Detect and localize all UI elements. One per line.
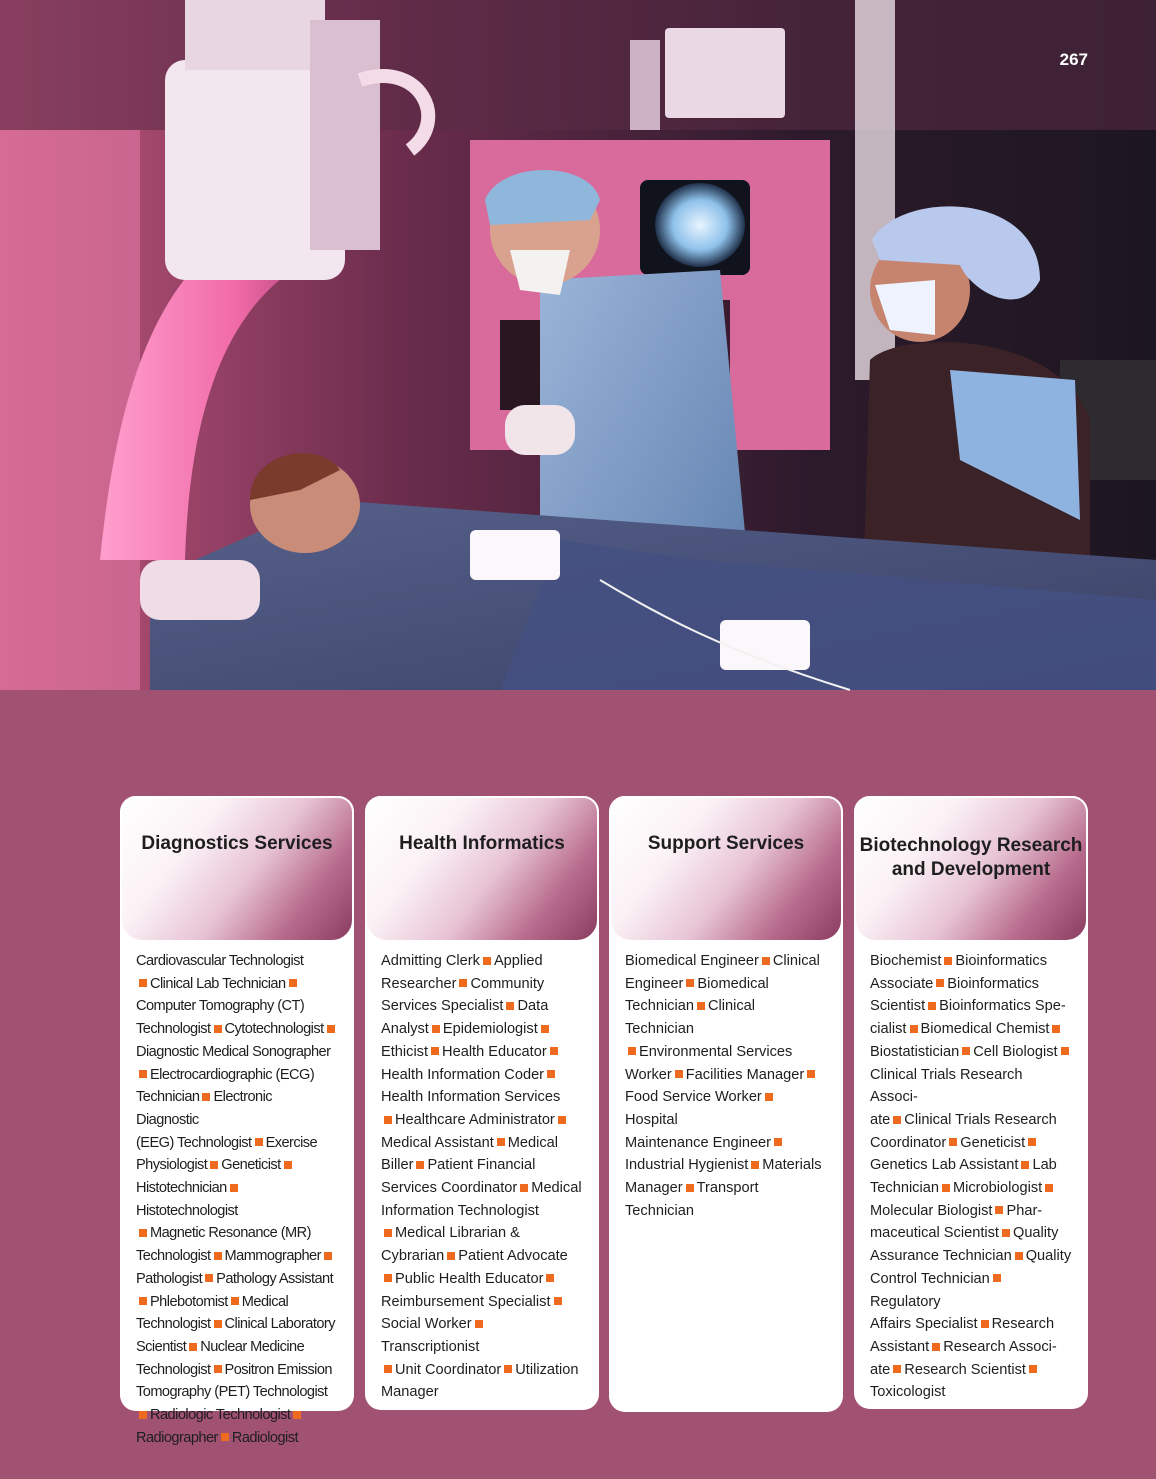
career-line: Biller Patient Financial [381,1157,536,1174]
career-line: Radiologic Technologist [136,1404,338,1427]
bullet-icon [384,1274,392,1282]
bullet-icon [459,979,467,987]
card-support-services [609,796,843,1412]
bullet-icon [139,1411,147,1419]
career-line: Affairs Specialist Research [870,1316,1055,1333]
bullet-icon [1061,1047,1069,1055]
bullet-icon [189,1343,197,1351]
career-line: Cardiovascular Technologist [136,953,304,969]
bullet-icon [214,1320,222,1328]
bullet-icon [995,1206,1003,1214]
career-line: Radiographer Radiologist [136,1429,298,1446]
bullet-icon [932,1343,940,1351]
career-line: Technologist Cytotechnologist [136,1018,338,1041]
career-line: (EEG) Technologist Exercise [136,1134,318,1151]
career-line: Admitting Clerk Applied [381,953,543,969]
career-line: Technician Microbiologist [870,1177,1072,1200]
career-line: Services Specialist Data [381,998,549,1015]
career-line: Engineer Biomedical [625,975,769,992]
bullet-icon [1021,1161,1029,1169]
bullet-icon [504,1365,512,1373]
career-line: Food Service WorkerHospital [625,1086,827,1131]
bullet-icon [944,957,952,965]
career-line: Pathologist Pathology Assistant [136,1270,334,1287]
photo-illustration [0,0,1156,690]
career-line: Biomedical Engineer Clinical [625,953,820,969]
card-title-line: Biotechnology Research [859,835,1083,856]
career-line: Worker Facilities Manager [625,1064,827,1087]
bullet-icon [554,1297,562,1305]
bullet-icon [949,1138,957,1146]
card-title [854,796,1088,942]
career-line: Manager [381,1384,439,1401]
bullet-icon [910,1025,918,1033]
card-career-list [365,942,599,1418]
bullet-icon [936,979,944,987]
career-line: Scientist Nuclear Medicine [136,1338,305,1355]
career-line: Technician Clinical Technician [625,998,756,1038]
career-line: Ethicist Health Educator [381,1041,583,1064]
bullet-icon [202,1093,210,1101]
career-line: Social WorkerTranscriptionist [381,1313,583,1358]
career-line: Magnetic Resonance (MR) [136,1222,338,1245]
career-line: Assurance Technician Quality [870,1248,1072,1265]
career-line: Tomography (PET) Technologist [136,1384,328,1401]
career-line: Cybrarian Patient Advocate [381,1248,568,1265]
career-line: Information Technologist [381,1202,539,1219]
card-title: Diagnostics Services [120,796,354,942]
career-line: ate Research Scientist [870,1359,1072,1382]
bullet-icon [550,1047,558,1055]
bullet-icon [214,1025,222,1033]
card-title: Health Informatics [365,796,599,942]
career-line: Services Coordinator Medical [381,1180,582,1197]
bullet-icon [942,1184,950,1192]
card-career-list [609,942,843,1236]
bullet-icon [962,1047,970,1055]
bullet-icon [221,1433,229,1441]
bullet-icon [293,1411,301,1419]
bullet-icon [497,1138,505,1146]
bullet-icon [541,1025,549,1033]
career-line: Manager Transport Technician [625,1180,759,1219]
bullet-icon [697,1002,705,1010]
career-line: Analyst Epidemiologist [381,1018,583,1041]
bullet-icon [546,1274,554,1282]
career-line: Technologist Mammographer [136,1245,338,1268]
bullet-icon [431,1047,439,1055]
career-line: Phlebotomist Medical [136,1291,338,1314]
page-number: 267 [1059,50,1088,69]
career-line: cialist Biomedical Chemist [870,1018,1072,1041]
career-line: Technologist Positron Emission [136,1361,332,1378]
career-line: Maintenance Engineer [625,1132,827,1155]
career-line: Biochemist Bioinformatics [870,953,1048,969]
bullet-icon [384,1229,392,1237]
career-line: maceutical Scientist Quality [870,1225,1059,1242]
bullet-icon [284,1161,292,1169]
card-biotechnology-research [854,796,1088,1409]
bullet-icon [1045,1184,1053,1192]
career-line: Control TechnicianRegulatory [870,1268,1072,1313]
card-health-informatics [365,796,599,1410]
bullet-icon [993,1274,1001,1282]
bullet-icon [751,1161,759,1169]
bullet-icon [139,1297,147,1305]
career-line: HistotechnicianHistotechnologist [136,1180,238,1219]
career-line: Toxicologist [870,1384,946,1401]
career-line: Diagnostic Medical Sonographer [136,1043,331,1060]
career-line: Technician Electronic Diagnostic [136,1089,273,1128]
career-line: Clinical Trials Research Associ- [870,1066,1023,1106]
bullet-icon [686,979,694,987]
bullet-icon [807,1070,815,1078]
bullet-icon [327,1025,335,1033]
career-line: Assistant Research Associ- [870,1338,1057,1355]
career-line: Scientist Bioinformatics Spe- [870,998,1066,1015]
bullet-icon [210,1161,218,1169]
career-line: Molecular Biologist Phar- [870,1202,1043,1219]
bullet-icon [205,1274,213,1282]
bullet-icon [139,1070,147,1078]
bullet-icon [432,1025,440,1033]
career-line: Genetics Lab Assistant Lab [870,1157,1057,1174]
career-line: Healthcare Administrator [381,1109,583,1132]
career-line: Electrocardiographic (ECG) [136,1064,338,1087]
bullet-icon [558,1116,566,1124]
card-title-line: and Development [891,859,1051,880]
bullet-icon [447,1252,455,1260]
bullet-icon [765,1093,773,1101]
card-title: Support Services [609,796,843,942]
career-line: Coordinator Geneticist [870,1132,1072,1155]
career-line: Health Information Services [381,1089,561,1106]
bullet-icon [231,1297,239,1305]
career-line: Researcher Community [381,975,545,992]
bullet-icon [520,1184,528,1192]
bullet-icon [384,1365,392,1373]
career-line: ate Clinical Trials Research [870,1111,1057,1128]
bullet-icon [139,979,147,987]
career-line: Public Health Educator [381,1268,583,1291]
bullet-icon [506,1002,514,1010]
bullet-icon [547,1070,555,1078]
bullet-icon [893,1365,901,1373]
bullet-icon [214,1365,222,1373]
bullet-icon [928,1002,936,1010]
bullet-icon [686,1184,694,1192]
bullet-icon [1052,1025,1060,1033]
bullet-icon [628,1047,636,1055]
card-career-list [854,942,1088,1418]
bullet-icon [774,1138,782,1146]
career-line: Associate Bioinformatics [870,975,1039,992]
bullet-icon [230,1184,238,1192]
career-line: Health Information Coder [381,1064,583,1087]
bullet-icon [475,1320,483,1328]
bullet-icon [289,979,297,987]
career-line: Unit Coordinator Utilization [381,1359,583,1382]
bullet-icon [1028,1138,1036,1146]
bullet-icon [981,1320,989,1328]
bullet-icon [416,1161,424,1169]
card-career-list [120,942,354,1463]
bullet-icon [255,1138,263,1146]
bullet-icon [1002,1229,1010,1237]
radiology-procedure-photo [0,0,1156,690]
bullet-icon [139,1229,147,1237]
bullet-icon [1015,1252,1023,1260]
bullet-icon [893,1116,901,1124]
bullet-icon [214,1252,222,1260]
career-line: Environmental Services [625,1041,827,1064]
card-diagnostics-services [120,796,354,1446]
bullet-icon [762,957,770,965]
career-line: Technologist Clinical Laboratory [136,1316,335,1333]
career-line: Medical Assistant Medical [381,1134,559,1151]
career-line: Computer Tomography (CT) [136,998,305,1015]
bullet-icon [675,1070,683,1078]
career-line: Medical Librarian & [381,1222,583,1245]
career-line: Physiologist Geneticist [136,1154,338,1177]
career-line: Biostatistician Cell Biologist [870,1041,1072,1064]
career-line: Industrial Hygienist Materials [625,1157,822,1174]
bullet-icon [1029,1365,1037,1373]
bullet-icon [324,1252,332,1260]
bullet-icon [483,957,491,965]
career-line: Reimbursement Specialist [381,1291,583,1314]
career-line: Clinical Lab Technician [136,973,338,996]
bullet-icon [384,1116,392,1124]
